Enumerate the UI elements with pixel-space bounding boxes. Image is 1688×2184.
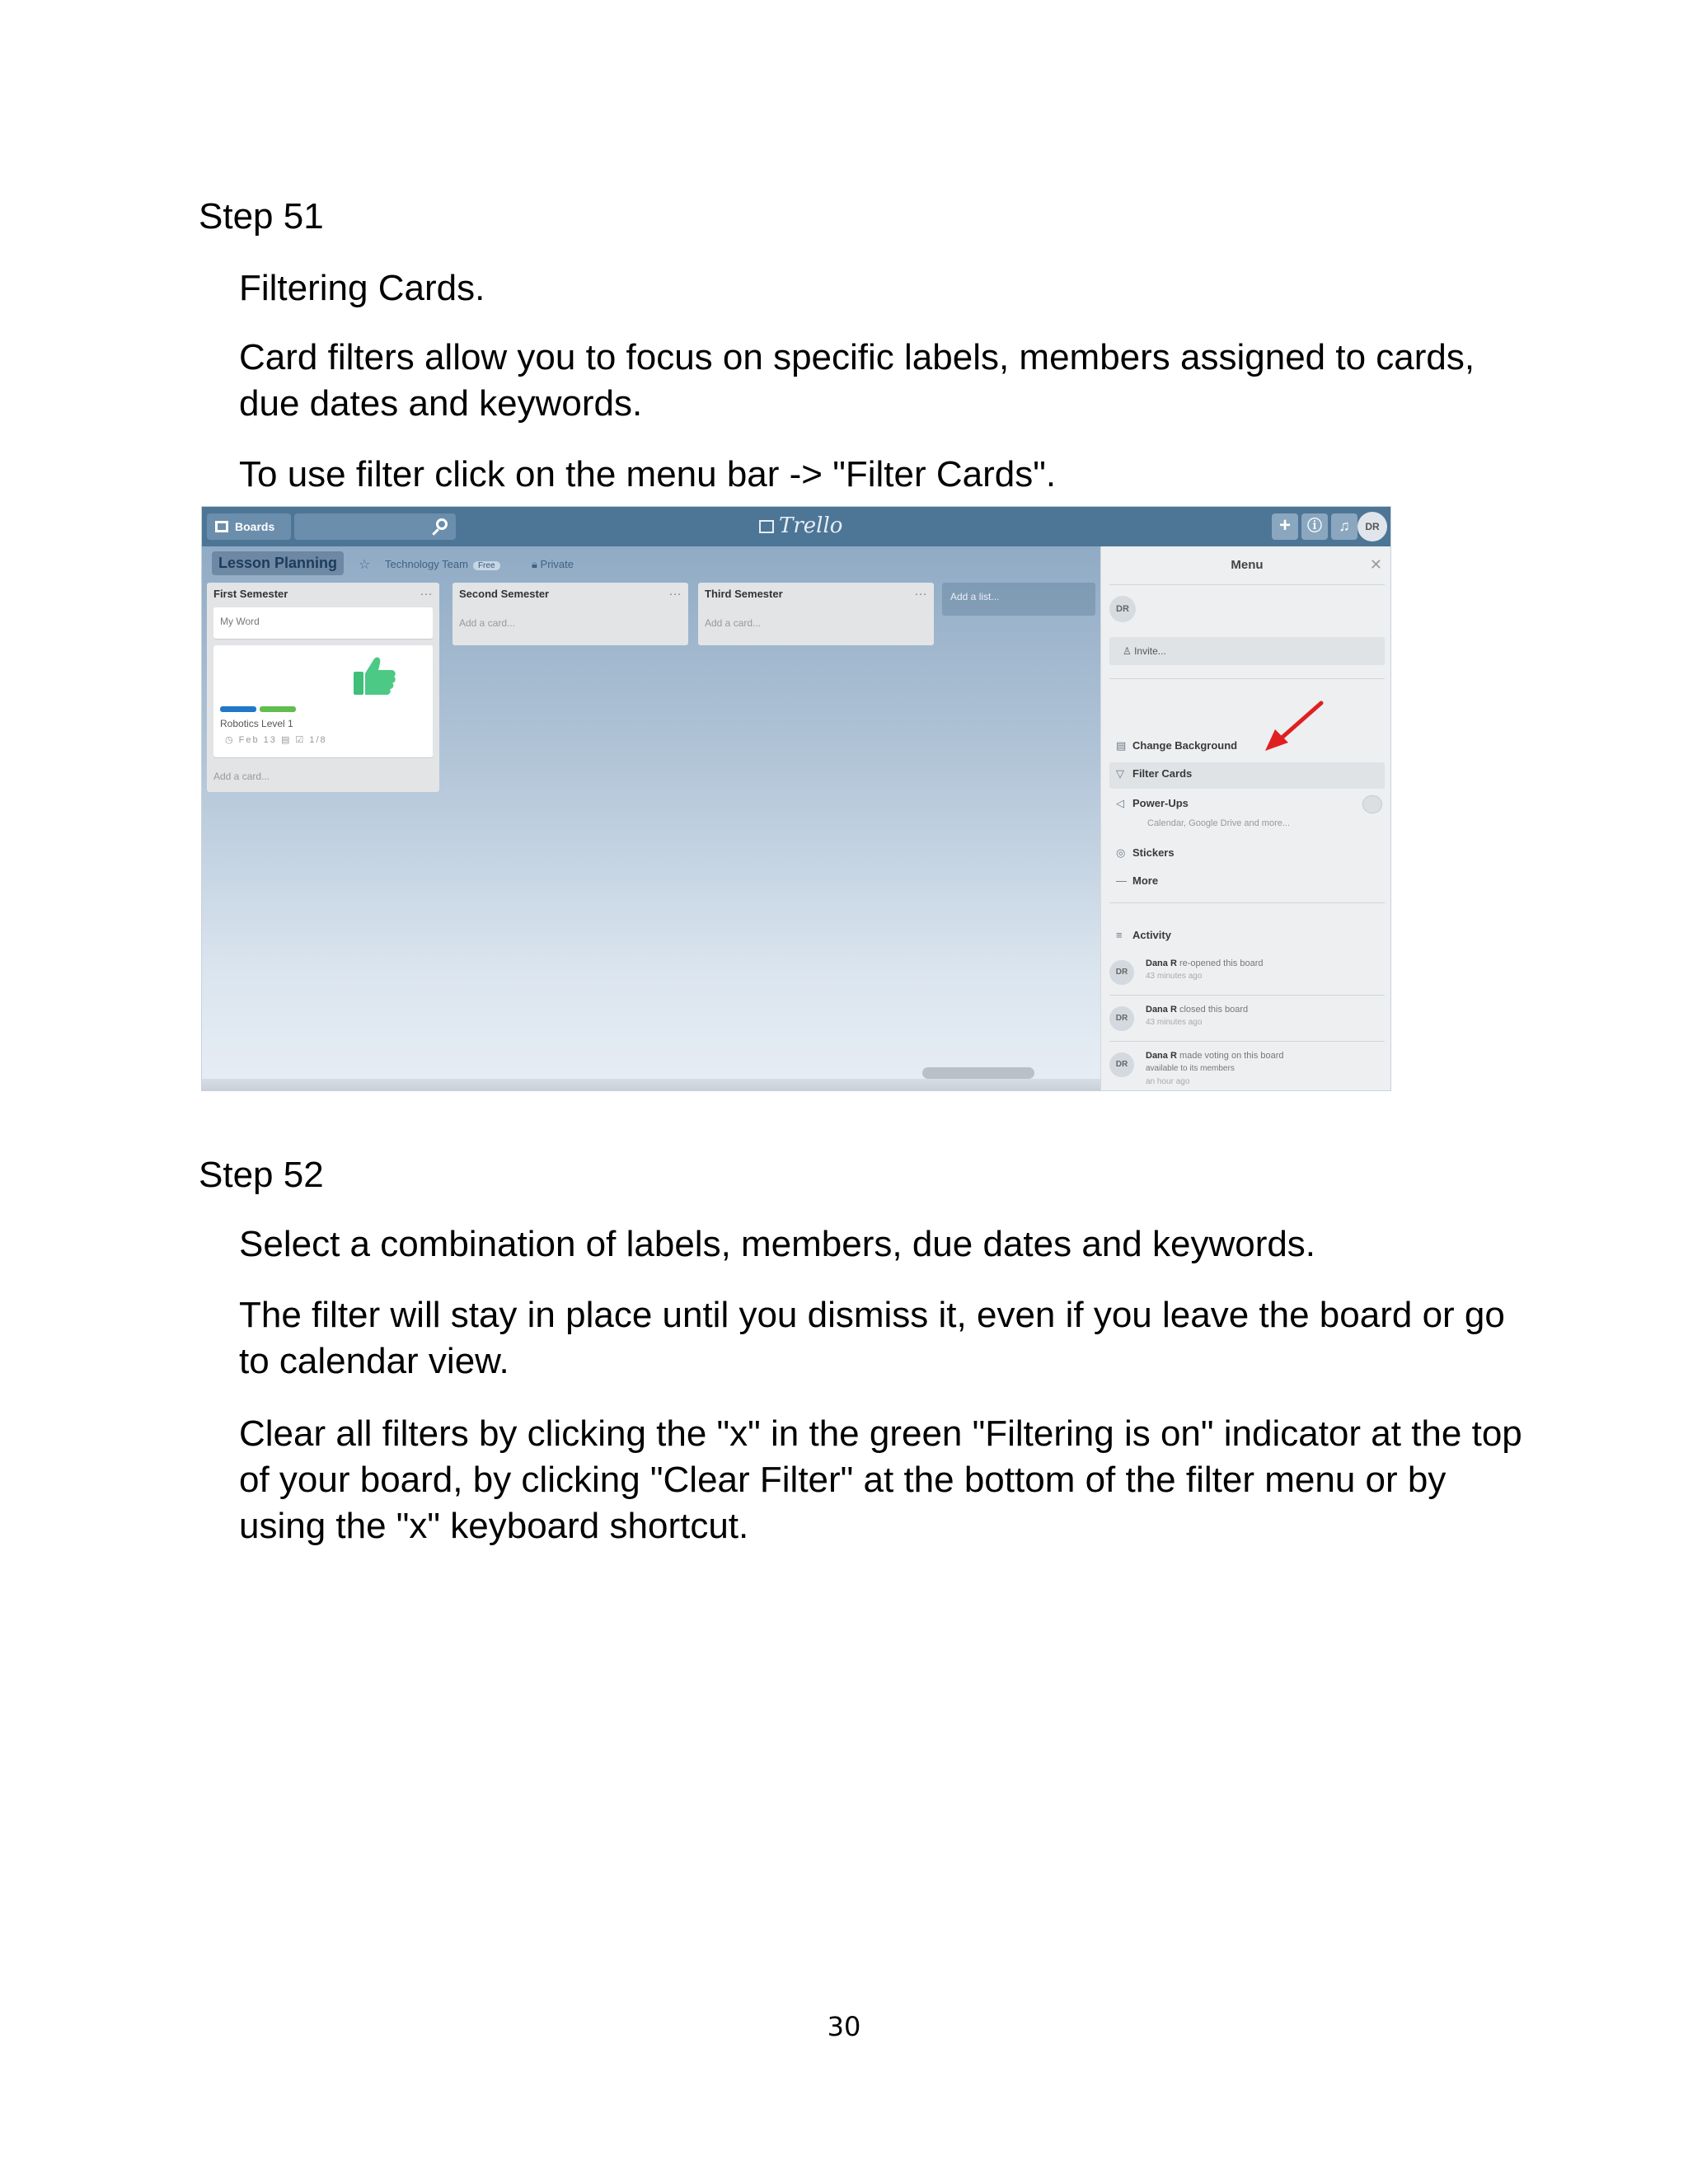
menu-item-filter-cards[interactable] — [1116, 767, 1192, 780]
board-team[interactable] — [385, 558, 500, 570]
step-51-instruction: To use filter click on the menu bar -> "Filter Cards". — [239, 454, 1057, 494]
trello-logo[interactable] — [759, 513, 842, 538]
label-blue — [220, 706, 256, 712]
filter-icon: ▽ — [1116, 767, 1124, 780]
menu-item-label: Power-Ups — [1132, 797, 1189, 809]
step-51-description: Card filters allow you to focus on specific labels, members assigned to cards, due dates and keywords. — [239, 337, 1475, 424]
boards-button[interactable] — [207, 513, 291, 540]
trello-screenshot — [201, 506, 1391, 1091]
list-third-semester — [698, 583, 934, 645]
more-icon: — — [1116, 874, 1127, 887]
activity-avatar: DR — [1109, 1052, 1134, 1077]
sticker-icon: ◎ — [1116, 846, 1126, 859]
activity-text — [1146, 958, 1263, 968]
divider — [1109, 995, 1385, 996]
info-icon[interactable]: ⓘ — [1301, 513, 1328, 540]
divider — [1109, 584, 1385, 585]
menu-item-label: More — [1132, 874, 1159, 887]
card-title: My Word — [220, 616, 260, 627]
step-52-paragraph-1: Select a combination of labels, members, due dates and keywords. — [239, 1224, 1316, 1264]
label-green — [260, 706, 296, 712]
list-menu-icon[interactable]: … — [668, 584, 682, 598]
add-list-button[interactable]: Add a list... — [942, 583, 1095, 616]
activity-time: 43 minutes ago — [1146, 1018, 1203, 1027]
page-number: 30 — [827, 2011, 861, 2042]
search-input[interactable] — [294, 513, 456, 540]
activity-heading — [1116, 929, 1171, 941]
rocket-icon: ◁ — [1116, 797, 1124, 809]
step-51-title: Filtering Cards. — [239, 268, 485, 308]
activity-text — [1146, 1005, 1248, 1015]
activity-action: made voting on this board — [1179, 1051, 1284, 1061]
power-ups-toggle[interactable] — [1362, 795, 1382, 813]
lock-icon: 🔒︎ — [532, 558, 541, 570]
search-icon — [436, 518, 448, 530]
visibility-label: Private — [540, 558, 574, 570]
horizontal-scrollbar[interactable] — [922, 1067, 1034, 1079]
board-header — [202, 546, 1100, 583]
activity-icon: ≡ — [1116, 929, 1123, 941]
menu-item-change-background[interactable] — [1116, 739, 1237, 752]
invite-label: Invite... — [1134, 645, 1166, 657]
step-52-heading: Step 52 — [199, 1155, 324, 1195]
member-avatar[interactable]: DR — [1109, 596, 1136, 622]
activity-user[interactable]: Dana R — [1146, 1051, 1177, 1061]
activity-time: 43 minutes ago — [1146, 972, 1203, 981]
person-icon: ♙ — [1123, 645, 1135, 657]
menu-title: Menu — [1231, 558, 1264, 572]
list-title: First Semester — [213, 588, 288, 600]
activity-text-continued: available to its members — [1146, 1064, 1235, 1073]
thumbs-up-icon — [350, 650, 398, 698]
background-icon: ▤ — [1116, 739, 1127, 752]
add-card-link[interactable]: Add a card... — [213, 771, 270, 782]
trello-topbar — [202, 507, 1391, 546]
list-title: Second Semester — [459, 588, 550, 600]
free-badge: Free — [473, 561, 500, 570]
invite-button[interactable] — [1109, 637, 1385, 665]
add-card-link[interactable]: Add a card... — [705, 617, 762, 629]
trello-logo-text: Trello — [779, 513, 843, 538]
divider — [1109, 1041, 1385, 1042]
star-icon[interactable]: ☆ — [359, 558, 371, 572]
power-ups-subtitle: Calendar, Google Drive and more... — [1147, 818, 1291, 828]
activity-avatar: DR — [1109, 960, 1134, 985]
step-52-paragraph-3: Clear all filters by clicking the "x" in the green "Filtering is on" indicator at the top of your board, by clicking "Clear Filter" at the bottom of the filter menu or by using the "x" keyboard shortcut. — [239, 1413, 1522, 1546]
activity-avatar: DR — [1109, 1006, 1134, 1031]
divider — [1109, 678, 1385, 679]
board-visibility[interactable] — [532, 558, 574, 571]
activity-user[interactable]: Dana R — [1146, 958, 1177, 968]
board-bottom-bar — [202, 1079, 1100, 1091]
card-title: Robotics Level 1 — [220, 718, 293, 729]
boards-icon — [215, 521, 228, 532]
list-menu-icon[interactable]: … — [914, 584, 927, 598]
activity-time: an hour ago — [1146, 1077, 1190, 1086]
menu-item-label: Filter Cards — [1132, 767, 1193, 780]
step-51-heading: Step 51 — [199, 196, 324, 237]
activity-action: re-opened this board — [1179, 958, 1264, 968]
menu-item-more[interactable] — [1116, 874, 1158, 887]
add-card-link[interactable]: Add a card... — [459, 617, 516, 629]
red-arrow-annotation — [1262, 700, 1325, 754]
list-second-semester — [452, 583, 688, 645]
trello-logo-icon — [759, 520, 774, 533]
boards-label: Boards — [235, 520, 275, 533]
board-title[interactable]: Lesson Planning — [212, 551, 344, 575]
activity-user[interactable]: Dana R — [1146, 1005, 1177, 1015]
close-icon[interactable]: ✕ — [1369, 556, 1382, 573]
card-badges: ◷ Feb 13 ▤ ☑ 1/8 — [225, 735, 327, 745]
list-menu-icon[interactable]: … — [420, 584, 433, 598]
activity-label: Activity — [1132, 929, 1171, 941]
card-robotics[interactable] — [213, 645, 433, 757]
step-52-paragraph-2: The filter will stay in place until you dismiss it, even if you leave the board or go to calendar view. — [239, 1295, 1505, 1381]
plus-icon[interactable]: + — [1272, 513, 1298, 540]
list-first-semester — [207, 583, 439, 792]
bell-icon[interactable]: ♫ — [1331, 513, 1357, 540]
card-my-word[interactable] — [213, 607, 433, 639]
menu-item-label: Change Background — [1132, 739, 1238, 752]
board-menu — [1100, 546, 1391, 1091]
menu-item-power-ups[interactable] — [1116, 797, 1189, 810]
menu-item-stickers[interactable] — [1116, 846, 1175, 860]
divider — [1109, 902, 1385, 903]
user-avatar[interactable]: DR — [1357, 512, 1387, 541]
activity-text — [1146, 1051, 1284, 1061]
activity-action: closed this board — [1179, 1005, 1249, 1015]
list-title: Third Semester — [705, 588, 783, 600]
team-name: Technology Team — [385, 558, 468, 570]
menu-item-label: Stickers — [1132, 846, 1175, 859]
